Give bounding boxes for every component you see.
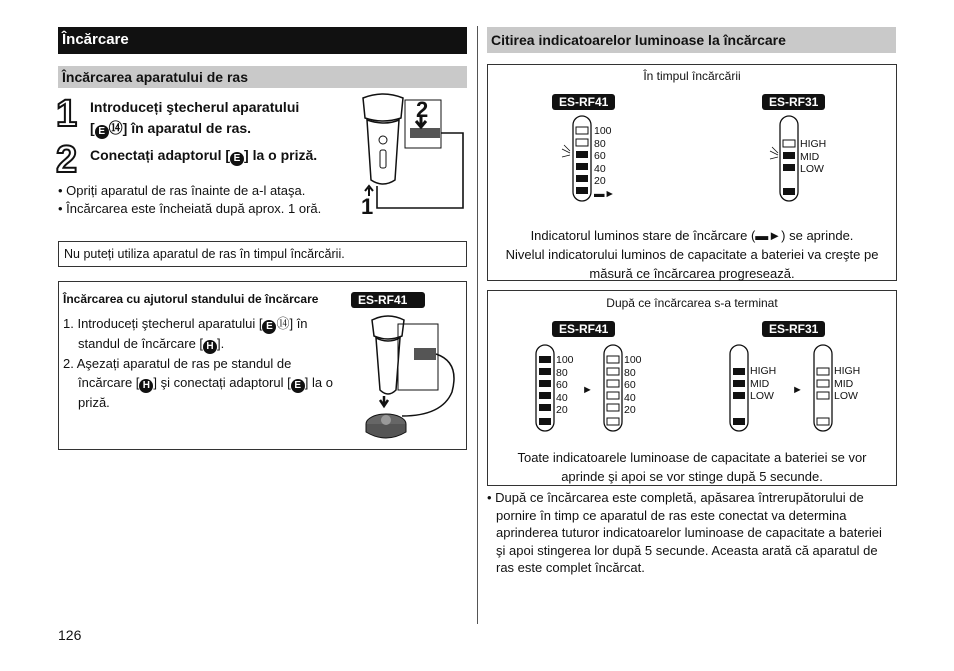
notice-box: Nu puteți utiliza aparatul de ras în timpul încărcării.	[58, 241, 467, 267]
level-labels-rf41-off: 100 80 60 40 20	[624, 354, 642, 416]
bullet-item: • Încărcarea este încheiată după aprox. 1 oră.	[58, 201, 322, 216]
figure-label-1: 1	[361, 194, 374, 219]
model-tag-rf31: ES-RF31	[762, 94, 825, 110]
during-charging-title: În timpul încărcării	[643, 69, 741, 83]
step-1-text: Introduceți ştecherul aparatului [ E ⑭] în aparatul de ras.	[90, 99, 300, 137]
complete-charge-paragraph: • După ce încărcarea este completă, apăsarea întrerupătorului de pornire în timp ce aparatul de ras este conectat va determina aprinderea tuturor indicatoarelor luminoase de capacitate a bateriei şi apoi stingerea lor după 5 secunde. Aceasta arată că aparatul de ras este complet încărcat.	[487, 490, 882, 575]
model-tag-rf41: ES-RF41	[552, 321, 615, 337]
during-charging-description: Indicatorul luminos stare de încărcare (▬►) se aprinde. Nivelul indicatorului luminos de capacitate a bateriei va creşte pe măsură ce încărcarea progresează.	[505, 228, 879, 281]
battery-indicator-rf31-full	[728, 343, 752, 435]
e-part-icon: E	[291, 379, 305, 393]
right-header: Citirea indicatoarelor luminoase la încărcare	[487, 27, 896, 53]
section-title: Încărcare	[58, 27, 467, 54]
model-tag-rf41: ES-RF41	[552, 94, 615, 110]
arrow-icon: ►	[582, 384, 593, 396]
model-tag: ES-RF41	[351, 292, 425, 308]
level-labels-rf31: HIGH MID LOW	[800, 138, 827, 175]
battery-indicator-rf41-off	[602, 343, 626, 435]
subsection-title: Încărcarea aparatului de ras	[58, 66, 467, 88]
arrow-icon: ►	[792, 384, 803, 396]
step-2-number: 2	[56, 139, 78, 181]
e-part-icon: E	[230, 152, 244, 166]
page-number: 126	[58, 627, 82, 643]
figure-label-2: 2	[416, 97, 429, 122]
e-part-icon: E	[95, 125, 109, 139]
stand-title: Încărcarea cu ajutorul standului de încărcare	[63, 292, 319, 306]
level-labels-rf41: 100 80 60 40 20 ▬►	[594, 125, 615, 200]
battery-indicator-rf41-full	[534, 343, 558, 435]
battery-indicator-rf31-off	[812, 343, 836, 435]
bullet-list	[58, 182, 358, 218]
stand-instructions: 1. Introduceți ştecherul aparatului [ E ⑭] în standul de încărcare [ H ]. 2. Aşezați aparatul de ras pe standul de încărcare [ H ] şi conectați adaptorul [ E ] la o priză.	[63, 316, 333, 410]
stand-illustration	[362, 312, 462, 444]
step-2-text: Conectați adaptorul [ E ] la o priză.	[90, 147, 318, 164]
plug-icon: ▬►	[755, 228, 782, 243]
e-part-icon: E	[262, 320, 276, 334]
h-part-icon: H	[139, 379, 153, 393]
level-labels-rf31-off: HIGH MID LOW	[834, 365, 861, 402]
after-charging-title: După ce încărcarea s-a terminat	[606, 296, 778, 310]
h-part-icon: H	[203, 340, 217, 354]
column-divider	[477, 26, 478, 624]
level-labels-rf41-full: 100 80 60 40 20	[556, 354, 574, 416]
level-labels-rf31-full: HIGH MID LOW	[750, 365, 777, 402]
after-charging-description: Toate indicatoarele luminoase de capacitate a bateriei se vor aprinde şi apoi se vor stinge după 5 secunde.	[517, 450, 867, 484]
bullet-item: • Opriți aparatul de ras înainte de a-l ataşa.	[58, 183, 306, 198]
step-1-number: 1	[56, 93, 78, 135]
model-tag-rf31: ES-RF31	[762, 321, 825, 337]
